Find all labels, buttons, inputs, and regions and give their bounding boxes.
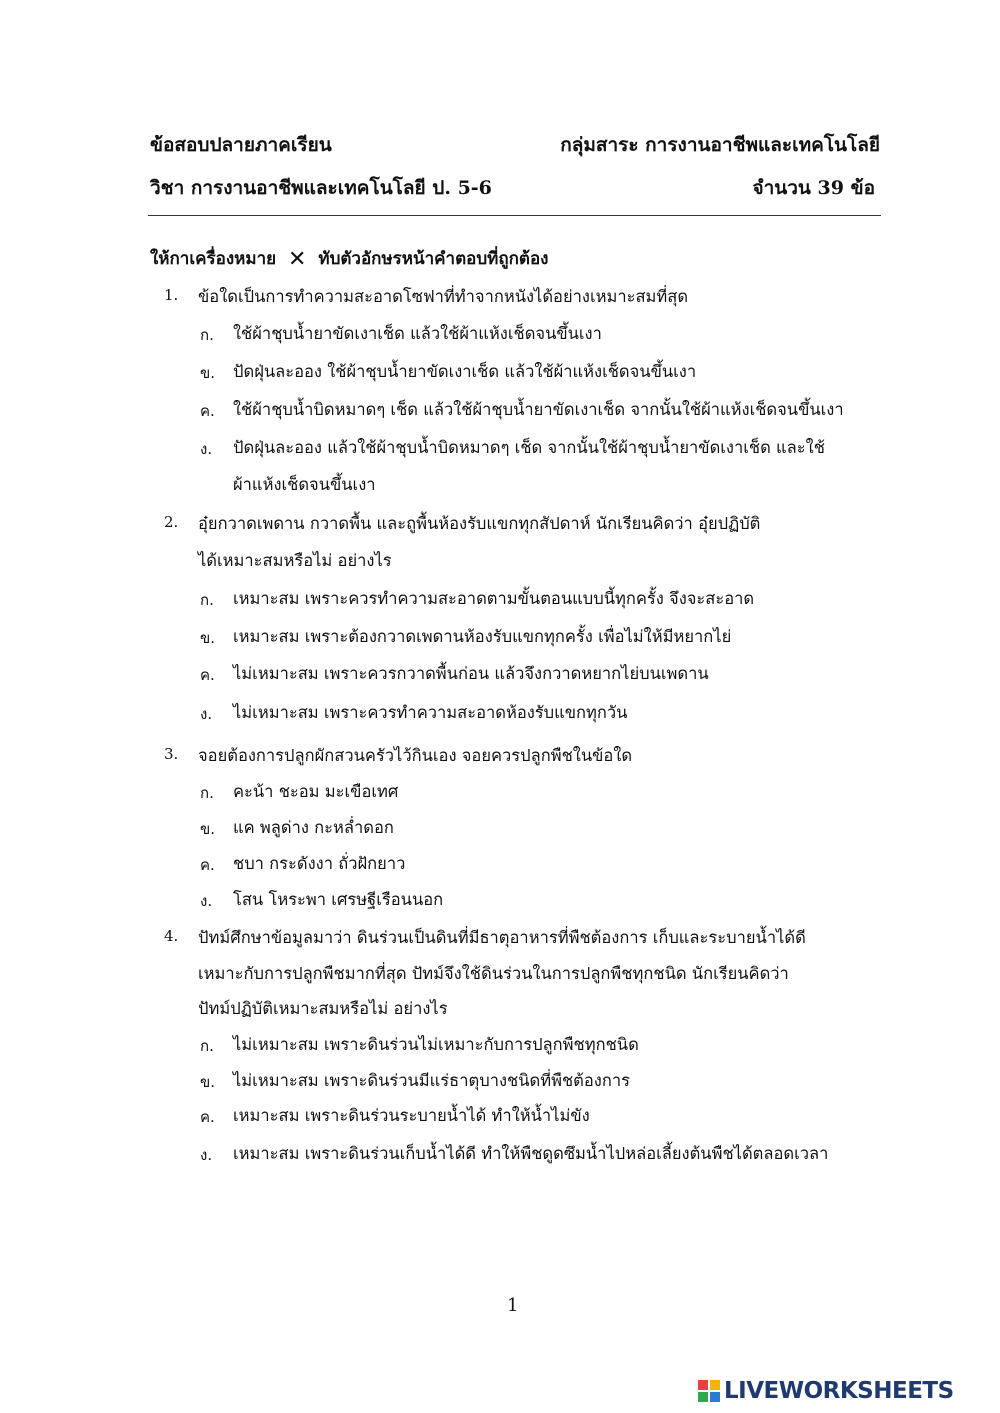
question-text: ข้อใดเป็นการทำความสะอาดโซฟาที่ทำจากหนังได้อย่างเหมาะสมที่สุด (198, 287, 689, 306)
choice-letter: ก. (200, 784, 214, 802)
choice-letter: ค. (200, 402, 215, 420)
exam-title: ข้อสอบปลายภาคเรียน (150, 134, 332, 156)
subject-line: วิชา การงานอาชีพและเทคโนโลยี ป. 5-6 (150, 177, 492, 199)
choice-text: เหมาะสม เพราะดินร่วนเก็บน้ำได้ดี ทำให้พืชดูดซึมน้ำไปหล่อเลี้ยงต้นพืชได้ตลอดเวลา (233, 1144, 829, 1163)
page-number: 1 (507, 1295, 519, 1316)
question-text: จอยต้องการปลูกผักสวนครัวไว้กินเอง จอยควรปลูกพืชในข้อใด (198, 746, 633, 765)
liveworksheets-logo[interactable] (698, 1378, 954, 1404)
choice-text: เหมาะสม เพราะดินร่วนระบายน้ำได้ ทำให้น้ำไม่ขัง (233, 1106, 590, 1125)
brand-name: LIVEWORKSHEETS (724, 1378, 954, 1404)
choice-text: คะน้า ชะอม มะเขือเทศ (233, 782, 399, 801)
cross-mark-icon: ✕ (288, 247, 307, 272)
choice-letter: ก. (200, 1037, 214, 1055)
choice-letter: ข. (200, 629, 216, 647)
choice-text-continued: ผ้าแห้งเช็ดจนขึ้นเงา (233, 475, 376, 494)
question-text-continued: เหมาะกับการปลูกพืชมากที่สุด ปัทม์จึงใช้ดินร่วนในการปลูกพืชทุกชนิด นักเรียนคิดว่า (198, 964, 789, 983)
choice-letter: ข. (200, 1073, 216, 1091)
choice-text: ชบา กระดังงา ถั่วฝักยาว (233, 854, 406, 873)
choice-text: ปัดฝุ่นละออง ใช้ผ้าชุบน้ำยาขัดเงาเช็ด แล้วใช้ผ้าแห้งเช็ดจนขึ้นเงา (233, 362, 697, 381)
choice-letter: ง. (200, 1146, 213, 1164)
choice-letter: ก. (200, 326, 214, 344)
header-divider (148, 215, 881, 216)
question-number: 2. (164, 513, 179, 531)
choice-text: แค พลูด่าง กะหล่ำดอก (233, 818, 394, 837)
question-text: ปัทม์ศึกษาข้อมูลมาว่า ดินร่วนเป็นดินที่มีธาตุอาหารที่พืชต้องการ เก็บและระบายน้ำได้ดี (198, 928, 806, 947)
question-text-continued: ปัทม์ปฏิบัติเหมาะสมหรือไม่ อย่างไร (198, 999, 448, 1018)
choice-letter: ค. (200, 856, 215, 874)
choice-letter: ก. (200, 591, 214, 609)
question-number: 1. (164, 286, 179, 304)
choice-letter: ง. (200, 892, 213, 910)
choice-text: เหมาะสม เพราะควรทำความสะอาดตามขั้นตอนแบบนี้ทุกครั้ง จึงจะสะอาด (233, 589, 755, 608)
instruction (150, 245, 548, 272)
question-text: อุ๋ยกวาดเพดาน กวาดพื้น และถูพื้นห้องรับแขกทุกสัปดาห์ นักเรียนคิดว่า อุ๋ยปฏิบัติ (198, 514, 761, 533)
instruction-text-before: ให้กาเครื่องหมาย (150, 249, 277, 269)
choice-letter: ค. (200, 1108, 215, 1126)
choice-text: โสน โหระพา เศรษฐีเรือนนอก (233, 890, 444, 909)
choice-text: ใช้ผ้าชุบน้ำบิดหมาดๆ เช็ด แล้วใช้ผ้าชุบน้ำยาขัดเงาเช็ด จากนั้นใช้ผ้าแห้งเช็ดจนขึ้นเงา (233, 400, 844, 419)
choice-letter: ข. (200, 820, 216, 838)
question-number: 4. (164, 927, 179, 945)
question-number: 3. (164, 745, 179, 763)
choice-text: ไม่เหมาะสม เพราะควรทำความสะอาดห้องรับแขกทุกวัน (233, 703, 628, 722)
choice-text: ไม่เหมาะสม เพราะดินร่วนมีแร่ธาตุบางชนิดที่พืชต้องการ (233, 1071, 630, 1090)
choice-text: ใช้ผ้าชุบน้ำยาขัดเงาเช็ด แล้วใช้ผ้าแห้งเช็ดจนขึ้นเงา (233, 324, 602, 343)
choice-text: เหมาะสม เพราะต้องกวาดเพดานห้องรับแขกทุกครั้ง เพื่อไม่ให้มีหยากไย่ (233, 627, 732, 646)
choice-letter: ง. (200, 440, 213, 458)
question-text-continued: ได้เหมาะสมหรือไม่ อย่างไร (198, 551, 392, 570)
choice-letter: ข. (200, 364, 216, 382)
choice-text: ไม่เหมาะสม เพราะดินร่วนไม่เหมาะกับการปลูกพืชทุกชนิด (233, 1035, 639, 1054)
choice-text: ไม่เหมาะสม เพราะควรกวาดพื้นก่อน แล้วจึงกวาดหยากไย่บนเพดาน (233, 664, 709, 683)
subject-group: กลุ่มสาระ การงานอาชีพและเทคโนโลยี (560, 134, 880, 156)
instruction-text-after: ทับตัวอักษรหน้าคำตอบที่ถูกต้อง (318, 249, 549, 269)
logo-blocks-icon (698, 1380, 720, 1402)
choice-letter: ค. (200, 666, 215, 684)
choice-text: ปัดฝุ่นละออง แล้วใช้ผ้าชุบน้ำบิดหมาดๆ เช็ด จากนั้นใช้ผ้าชุบน้ำยาขัดเงาเช็ด และใช้ (233, 438, 825, 457)
choice-letter: ง. (200, 705, 213, 723)
question-count: จำนวน 39 ข้อ (752, 177, 875, 199)
